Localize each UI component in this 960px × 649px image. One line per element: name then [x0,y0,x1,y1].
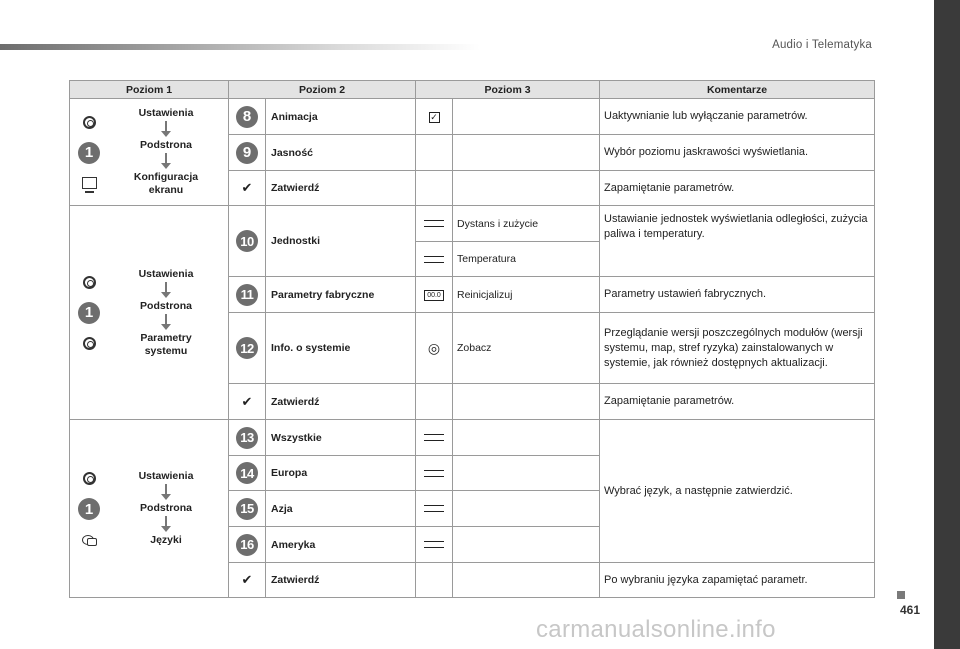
level2-label: Ameryka [266,527,416,563]
minus-icon [424,434,444,441]
step-number-badge: 8 [236,106,258,128]
eye-icon: ◎ [427,339,441,356]
step-number-badge: 11 [236,284,258,306]
step-label: Podstrona [140,299,192,312]
level2-label: Parametry fabryczne [266,277,416,313]
comment-text: Ustawianie jednostek wyświetlania odległości, zużycia paliwa i temperatury. [600,206,875,277]
table-header-row [70,81,875,99]
minus-icon [424,220,444,227]
level2-label: Azja [266,491,416,527]
arrow-down-icon [161,516,171,532]
section-title: Audio i Telematyka [772,39,872,51]
step-label: Podstrona [140,139,192,151]
level2-label: Zatwierdź [266,384,416,420]
arrow-down-icon [161,282,171,298]
level3-text: Reinicjalizuj [453,277,600,313]
level-badge: 1 [78,302,100,324]
level3-text: Dystans i zużycie [453,206,600,242]
step-number-badge: 15 [236,498,258,520]
step-number-badge: 12 [236,337,258,359]
watermark: carmanualsonline.info [536,616,776,643]
comment-text: Uaktywnianie lub wyłączanie parametrów. [600,99,875,135]
step-number-badge: 10 [236,230,258,252]
checkbox-icon: ✓ [430,111,438,122]
step-label: Parametry systemu [140,331,192,357]
level2-label: Animacja [266,99,416,135]
settings-gear-icon [83,276,96,289]
col-header-level1: Poziom 1 [70,81,229,99]
system-params-icon [83,337,96,350]
level-badge: 1 [78,142,100,164]
table-row [70,99,875,135]
minus-icon [424,256,444,263]
comment-text: Przeglądanie wersji poszczególnych modułów (wersji systemu, map, stref ryzyka) zainstalowanych w systemie, jak również dostępnych aktualizacji. [600,313,875,384]
step-label: Ustawienia [138,267,194,280]
comment-text: Zapamiętanie parametrów. [600,171,875,206]
minus-icon [424,505,444,512]
level2-label: Wszystkie [266,420,416,456]
table-row [70,420,875,456]
check-icon: ✔ [241,572,253,587]
language-icon [82,533,96,545]
level-badge: 1 [78,498,100,520]
settings-table [69,80,875,598]
step-label: Podstrona [140,502,192,514]
level3-text: Temperatura [453,242,600,277]
step-label: Konfiguracja ekranu [133,171,199,196]
arrow-down-icon [161,153,171,169]
level1-cell [70,99,229,206]
minus-icon [424,470,444,477]
level2-label: Zatwierdź [266,171,416,206]
level2-label: Zatwierdź [266,563,416,598]
table-row [70,206,875,242]
step-label: Ustawienia [138,470,194,482]
screen-config-icon [82,177,97,189]
col-header-comments: Komentarze [600,81,875,99]
arrow-down-icon [161,314,171,330]
col-header-level2: Poziom 2 [229,81,416,99]
level1-cell [70,206,229,420]
level1-cell [70,420,229,598]
check-icon: ✔ [241,393,253,409]
col-header-level3: Poziom 3 [416,81,600,99]
step-number-badge: 13 [236,427,258,449]
settings-gear-icon [83,116,96,129]
step-number-badge: 16 [236,534,258,556]
comment-text: Wybrać język, a następnie zatwierdzić. [600,420,875,563]
header-rule [0,44,480,50]
step-label: Ustawienia [138,107,194,119]
check-icon: ✔ [241,180,253,195]
level3-text: Zobacz [453,313,600,384]
step-label: Języki [150,534,182,546]
comment-text: Zapamiętanie parametrów. [600,384,875,420]
step-number-badge: 9 [236,142,258,164]
comment-text: Wybór poziomu jaskrawości wyświetlania. [600,135,875,171]
minus-icon [424,541,444,548]
comment-text: Po wybraniu języka zapamiętać parametr. [600,563,875,598]
arrow-down-icon [161,121,171,137]
level2-label: Jasność [266,135,416,171]
page-number: 461 [899,603,920,617]
page-edge-bar [934,0,960,649]
arrow-down-icon [161,484,171,500]
page-marker [897,591,905,599]
level2-label: Europa [266,456,416,491]
step-number-badge: 14 [236,462,258,484]
reset-icon: 00.0 [424,290,444,301]
comment-text: Parametry ustawień fabrycznych. [600,277,875,313]
settings-gear-icon [83,472,96,485]
level2-label: Jednostki [266,206,416,277]
level2-label: Info. o systemie [266,313,416,384]
